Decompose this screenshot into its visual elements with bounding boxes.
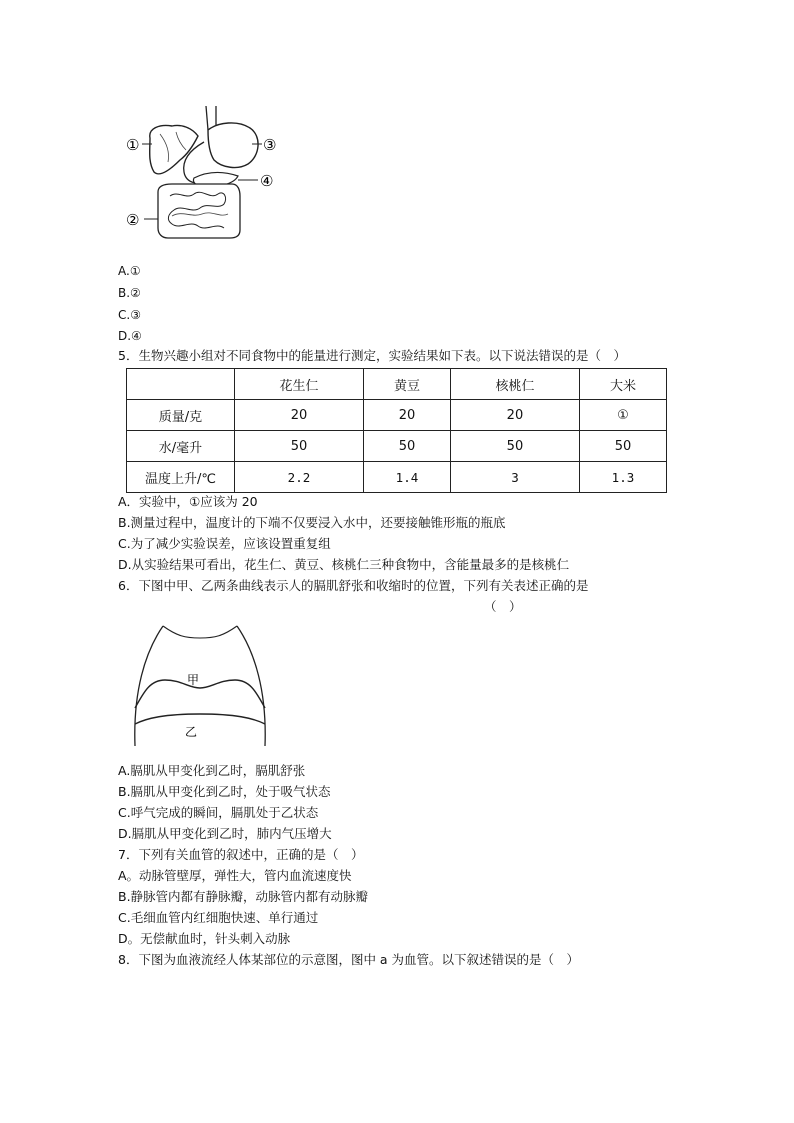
table-cell: 2.2 xyxy=(235,462,364,493)
q6-answer-paren: （ ） xyxy=(484,599,522,614)
table-cell: 20 xyxy=(363,400,450,431)
table-header-cell: 黄豆 xyxy=(363,369,450,400)
table-cell: 50 xyxy=(235,431,364,462)
q6-stem: 6．下图中甲、乙两条曲线表示人的膈肌舒张和收缩时的位置，下列有关表述正确的是 xyxy=(118,578,589,593)
q7-option-d: D。无偿献血时，针头刺入动脉 xyxy=(118,931,291,946)
q5-stem: 5．生物兴趣小组对不同食物中的能量进行测定，实验结果如下表。以下说法错误的是（ ） xyxy=(118,348,626,363)
table-header-cell xyxy=(127,369,235,400)
q7-option-b: B.静脉管内都有静脉瓣，动脉管内都有动脉瓣 xyxy=(118,889,369,904)
table-cell: 1.4 xyxy=(363,462,450,493)
table-cell: 温度上升/℃ xyxy=(127,462,235,493)
table-header-row xyxy=(127,369,667,400)
q6-option-d: D.膈肌从甲变化到乙时，肺内气压增大 xyxy=(118,826,332,841)
table-cell: 20 xyxy=(450,400,579,431)
table-row xyxy=(127,400,667,431)
table-row xyxy=(127,431,667,462)
q8-stem: 8．下图为血液流经人体某部位的示意图，图中 a 为血管。以下叙述错误的是（ ） xyxy=(118,952,580,967)
q6-option-b: B.膈肌从甲变化到乙时，处于吸气状态 xyxy=(118,784,331,799)
table-cell: 50 xyxy=(363,431,450,462)
q4-option-c: C.③ xyxy=(118,308,141,322)
q6-option-a: A.膈肌从甲变化到乙时，膈肌舒张 xyxy=(118,763,306,778)
q6-option-c: C.呼气完成的瞬间，膈肌处于乙状态 xyxy=(118,805,319,820)
table-header-cell: 大米 xyxy=(579,369,666,400)
q7-stem: 7．下列有关血管的叙述中，正确的是（ ） xyxy=(118,847,364,862)
figure-label-3: ③ xyxy=(263,136,277,154)
table-header-cell: 核桃仁 xyxy=(450,369,579,400)
figure-label-2: ② xyxy=(126,211,140,229)
q5-option-d: D.从实验结果可看出，花生仁、黄豆、核桃仁三种食物中，含能量最多的是核桃仁 xyxy=(118,557,570,572)
q5-option-c: C.为了减少实验误差，应该设置重复组 xyxy=(118,536,331,551)
food-energy-table xyxy=(126,368,667,493)
table-cell: ① xyxy=(579,400,666,431)
diaphragm-figure xyxy=(125,622,275,752)
table-cell: 水/毫升 xyxy=(127,431,235,462)
table-cell: 50 xyxy=(579,431,666,462)
table-cell: 50 xyxy=(450,431,579,462)
table-row xyxy=(127,462,667,493)
figure-label-yi: 乙 xyxy=(185,725,198,739)
figure-label-jia: 甲 xyxy=(187,673,200,687)
table-cell: 20 xyxy=(235,400,364,431)
q7-option-a: A。动脉管壁厚，弹性大，管内血流速度快 xyxy=(118,868,352,883)
q4-option-b: B.② xyxy=(118,286,141,300)
q5-option-b: B.测量过程中，温度计的下端不仅要浸入水中，还要接触锥形瓶的瓶底 xyxy=(118,515,506,530)
table-header-cell: 花生仁 xyxy=(235,369,364,400)
figure-label-1: ① xyxy=(126,136,140,154)
table-cell: 1.3 xyxy=(579,462,666,493)
q5-option-a: A．实验中，①应该为 20 xyxy=(118,494,258,509)
q4-option-d: D.④ xyxy=(118,329,142,343)
table-cell: 3 xyxy=(450,462,579,493)
q7-option-c: C.毛细血管内红细胞快速、单行通过 xyxy=(118,910,319,925)
q4-option-a: A.① xyxy=(118,264,141,278)
figure-label-4: ④ xyxy=(260,172,274,190)
table-cell: 质量/克 xyxy=(127,400,235,431)
digestive-system-figure xyxy=(120,100,290,245)
